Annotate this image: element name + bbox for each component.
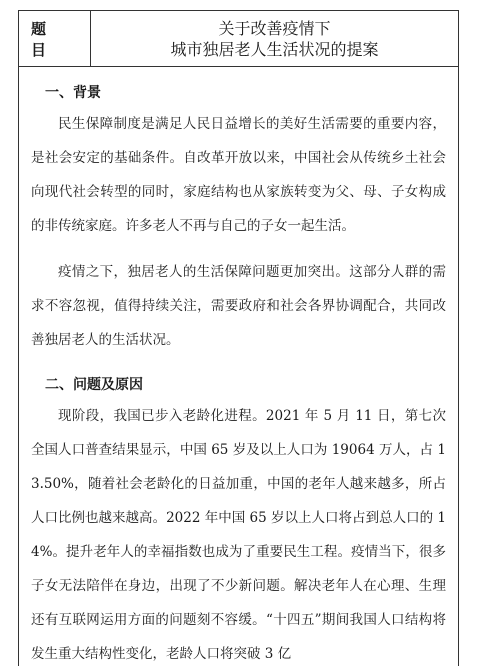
section-heading-background: 一、背景: [45, 85, 101, 101]
proposal-form: [18, 10, 459, 666]
proposal-body: [19, 67, 458, 671]
title-row: [19, 11, 458, 67]
problems-paragraph-1: 现阶段，我国已步入老龄化进程。2021 年 5 月 11 日，第七次全国人口普查结果显示，中国 65 岁及以上人口为 19064 万人，占 13.50%，随着社会老龄化的日益加重，中国的老年人越来越多，所占人口比例也越来越高。2022 年中国 65 岁以上人口将占到总人口的 14%。提升老年人的幸福指数也成为了重要民生工程。疫情当下，很多子女无法陪伴在身边，出现了不少新问题。解决老年人在心理、生理还有互联网运用方面的问题刻不容缓。“十四五”期间我国人口结构将发生重大结构性变化，老龄人口将突破 3 亿: [31, 408, 446, 662]
background-paragraph-2: 疫情之下，独居老人的生活保障问题更加突出。这部分人群的需求不容忽视，值得持续关注，需要政府和社会各界协调配合，共同改善独居老人的生活状况。: [31, 264, 446, 348]
section-heading-problems: 二、问题及原因: [45, 377, 143, 393]
proposal-title-line1: 关于改善疫情下: [218, 18, 331, 38]
title-label: 题 目: [19, 11, 91, 66]
proposal-title: [91, 11, 458, 66]
background-paragraph-1: 民生保障制度是满足人民日益增长的美好生活需要的重要内容，是社会安定的基础条件。自改革开放以来，中国社会从传统乡土社会向现代社会转型的同时，家庭结构也从家族转变为父、母、子女构成的非传统家庭。许多老人不再与自己的子女一起生活。: [31, 116, 446, 234]
proposal-title-line2: 城市独居老人生活状况的提案: [170, 39, 379, 59]
